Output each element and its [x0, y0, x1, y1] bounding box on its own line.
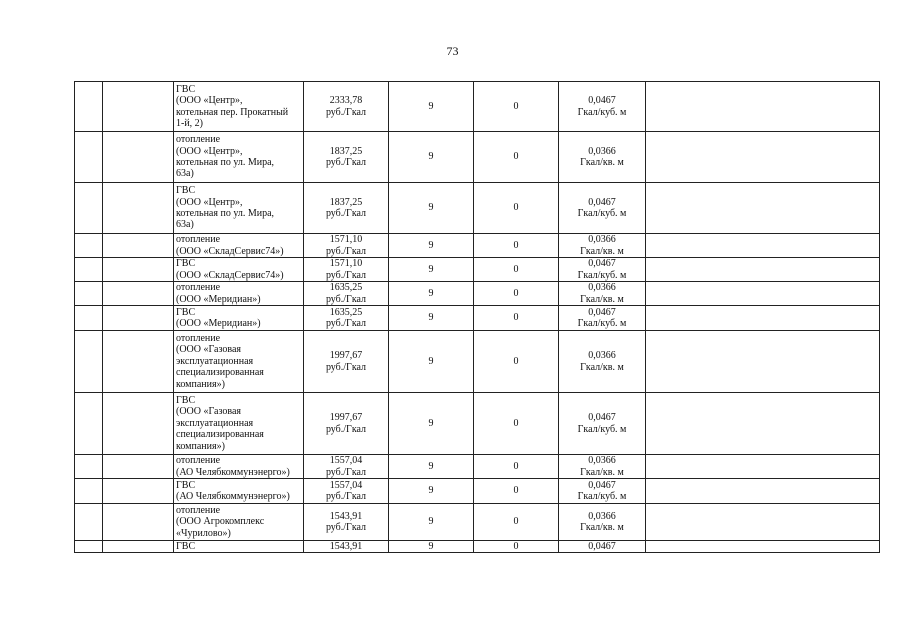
consumer-cell	[174, 132, 304, 183]
consumer-cell	[174, 331, 304, 393]
norm-cell-line: Гкал/куб. м	[577, 318, 627, 329]
tariff-cell-line: 1543,91	[329, 541, 363, 552]
number-cell	[75, 504, 103, 541]
consumer-cell	[174, 479, 304, 504]
number-cell	[75, 82, 103, 132]
consumer-cell	[174, 393, 304, 455]
number-cell	[75, 306, 103, 331]
consumer-cell-line: 63а)	[176, 219, 194, 231]
consumer-cell	[174, 258, 304, 282]
consumer-cell-line: ГВС	[176, 394, 196, 406]
tariff-cell	[304, 234, 389, 258]
tariff-cell-line: 1571,10	[329, 258, 363, 270]
tariff-cell	[304, 258, 389, 282]
settlement-cell	[103, 455, 174, 479]
value-cell-0: 0	[474, 183, 559, 234]
consumer-cell-line: отопление	[176, 455, 221, 467]
consumer-cell-line: отопление	[176, 504, 221, 516]
settlement-cell	[103, 331, 174, 393]
consumer-cell-line: (ООО «Газовая	[176, 344, 241, 356]
tariff-cell	[304, 504, 389, 541]
consumer-cell-line: эксплуатационная	[176, 417, 254, 429]
tariff-cell-line: 1557,04	[329, 455, 363, 467]
norm-cell-line: 0,0366	[588, 145, 616, 157]
norm-cell-line: Гкал/кв. м	[580, 361, 624, 373]
consumer-cell-line: ГВС	[176, 541, 196, 552]
norm-cell-line: 0,0366	[588, 350, 616, 362]
consumer-cell-line: ГВС	[176, 83, 196, 95]
value-cell-9: 9	[389, 504, 474, 541]
tariff-cell	[304, 393, 389, 455]
value-cell-0: 0	[474, 504, 559, 541]
notes-cell	[646, 455, 880, 479]
notes-cell	[646, 258, 880, 282]
value-cell-0: 0	[474, 479, 559, 504]
tariff-cell	[304, 331, 389, 393]
norm-cell	[559, 132, 646, 183]
table-row	[75, 393, 880, 455]
norm-cell-line: Гкал/кв. м	[580, 466, 624, 478]
norm-cell-line: Гкал/кв. м	[580, 245, 624, 257]
tariff-cell-line: руб./Гкал	[325, 522, 367, 533]
tariff-cell-line: 1997,67	[329, 350, 363, 362]
consumer-cell-line: котельная по ул. Мира,	[176, 157, 275, 168]
tariff-cell-line: 1837,25	[329, 145, 363, 157]
notes-cell	[646, 306, 880, 331]
settlement-cell	[103, 541, 174, 553]
norm-cell-line: Гкал/куб. м	[577, 491, 627, 502]
notes-cell	[646, 132, 880, 183]
consumer-cell	[174, 282, 304, 306]
norm-cell-line: 0,0467	[588, 479, 616, 491]
consumer-cell-line: 1-й, 2)	[176, 117, 204, 129]
norm-cell-line: Гкал/куб. м	[577, 269, 627, 281]
consumer-cell	[174, 455, 304, 479]
tariff-cell-line: 1543,91	[329, 510, 363, 522]
tariff-cell-line: руб./Гкал	[325, 293, 367, 305]
number-cell	[75, 258, 103, 282]
consumer-cell-line: специализированная	[176, 429, 264, 441]
norm-cell	[559, 183, 646, 234]
value-cell-0: 0	[474, 541, 559, 553]
tariff-cell	[304, 541, 389, 553]
norm-cell-line: Гкал/кв. м	[580, 157, 624, 168]
number-cell	[75, 183, 103, 234]
consumer-cell-line: 63а)	[176, 168, 194, 180]
notes-cell	[646, 541, 880, 553]
consumer-cell-line: отопление	[176, 134, 221, 146]
tariff-cell	[304, 183, 389, 234]
number-cell	[75, 479, 103, 504]
tariff-cell	[304, 306, 389, 331]
notes-cell	[646, 331, 880, 393]
consumer-cell-line: (ООО «СкладСервис74»)	[176, 245, 284, 257]
tariff-cell-line: руб./Гкал	[325, 157, 367, 168]
settlement-cell	[103, 306, 174, 331]
settlement-cell	[103, 82, 174, 132]
tariff-table	[74, 81, 880, 553]
table-row	[75, 258, 880, 282]
consumer-cell-line: ГВС	[176, 185, 196, 197]
notes-cell	[646, 82, 880, 132]
value-cell-9: 9	[389, 331, 474, 393]
table-row	[75, 479, 880, 504]
consumer-cell-line: специализированная	[176, 367, 264, 379]
norm-cell-line: Гкал/куб. м	[577, 106, 627, 118]
norm-cell	[559, 82, 646, 132]
consumer-cell-line: (АО Челябкоммунэнерго»)	[176, 491, 290, 502]
consumer-cell-line: отопление	[176, 234, 221, 246]
consumer-cell	[174, 541, 304, 553]
table-row	[75, 504, 880, 541]
consumer-cell-line: (ООО «СкладСервис74»)	[176, 269, 284, 281]
tariff-cell-line: руб./Гкал	[325, 245, 367, 257]
consumer-cell-line: (ООО «Меридиан»)	[176, 293, 261, 305]
table-row	[75, 306, 880, 331]
norm-cell	[559, 393, 646, 455]
notes-cell	[646, 504, 880, 541]
norm-cell-line: Гкал/кв. м	[580, 293, 624, 305]
norm-cell-line: 0,0467	[588, 306, 616, 318]
norm-cell-line: Гкал/куб. м	[577, 208, 627, 219]
consumer-cell-line: компания»)	[176, 378, 225, 390]
number-cell	[75, 541, 103, 553]
consumer-cell-line: «Чурилово»)	[176, 527, 231, 539]
value-cell-9: 9	[389, 82, 474, 132]
settlement-cell	[103, 183, 174, 234]
table-body	[75, 82, 880, 553]
value-cell-0: 0	[474, 132, 559, 183]
consumer-cell-line: (ООО «Центр»,	[176, 95, 243, 107]
norm-cell-line: 0,0366	[588, 282, 616, 294]
notes-cell	[646, 479, 880, 504]
norm-cell	[559, 306, 646, 331]
norm-cell	[559, 331, 646, 393]
consumer-cell-line: отопление	[176, 332, 221, 344]
tariff-cell-line: руб./Гкал	[325, 106, 367, 118]
settlement-cell	[103, 258, 174, 282]
tariff-cell-line: 1837,25	[329, 196, 363, 208]
consumer-cell-line: (ООО «Меридиан»)	[176, 318, 261, 329]
value-cell-9: 9	[389, 282, 474, 306]
tariff-cell	[304, 479, 389, 504]
consumer-cell-line: отопление	[176, 282, 221, 294]
tariff-cell-line: 1997,67	[329, 412, 363, 424]
consumer-cell-line: котельная по ул. Мира,	[176, 208, 275, 219]
value-cell-0: 0	[474, 258, 559, 282]
value-cell-0: 0	[474, 455, 559, 479]
table-row	[75, 183, 880, 234]
consumer-cell-line: (ООО «Центр»,	[176, 145, 243, 157]
norm-cell-line: 0,0467	[588, 196, 616, 208]
value-cell-9: 9	[389, 306, 474, 331]
tariff-cell-line: руб./Гкал	[325, 466, 367, 478]
consumer-cell	[174, 306, 304, 331]
value-cell-0: 0	[474, 393, 559, 455]
tariff-cell	[304, 282, 389, 306]
page-number: 73	[446, 44, 459, 58]
tariff-cell	[304, 455, 389, 479]
value-cell-0: 0	[474, 331, 559, 393]
consumer-cell	[174, 183, 304, 234]
consumer-cell-line: (ООО Агрокомплекс	[176, 516, 265, 528]
norm-cell	[559, 282, 646, 306]
consumer-cell-line: котельная пер. Прокатный	[176, 106, 289, 118]
norm-cell-line: 0,0467	[588, 412, 616, 424]
table-row	[75, 82, 880, 132]
table-row	[75, 234, 880, 258]
settlement-cell	[103, 132, 174, 183]
norm-cell-line: 0,0467	[588, 95, 616, 107]
consumer-cell-line: эксплуатационная	[176, 355, 254, 367]
table-row	[75, 282, 880, 306]
table-row	[75, 132, 880, 183]
table-row	[75, 455, 880, 479]
settlement-cell	[103, 282, 174, 306]
number-cell	[75, 455, 103, 479]
number-cell	[75, 393, 103, 455]
number-cell	[75, 234, 103, 258]
value-cell-0: 0	[474, 234, 559, 258]
tariff-cell-line: 2333,78	[329, 95, 363, 107]
notes-cell	[646, 282, 880, 306]
value-cell-9: 9	[389, 258, 474, 282]
notes-cell	[646, 393, 880, 455]
norm-cell	[559, 234, 646, 258]
norm-cell	[559, 504, 646, 541]
number-cell	[75, 282, 103, 306]
norm-cell	[559, 541, 646, 553]
tariff-cell-line: 1635,25	[329, 306, 363, 318]
tariff-cell-line: руб./Гкал	[325, 491, 367, 502]
consumer-cell-line: компания»)	[176, 440, 225, 452]
number-cell	[75, 132, 103, 183]
tariff-cell-line: руб./Гкал	[325, 208, 367, 219]
settlement-cell	[103, 393, 174, 455]
table-row	[75, 541, 880, 553]
consumer-cell	[174, 234, 304, 258]
settlement-cell	[103, 234, 174, 258]
norm-cell-line: 0,0366	[588, 510, 616, 522]
value-cell-9: 9	[389, 455, 474, 479]
consumer-cell-line: (ООО «Газовая	[176, 406, 241, 418]
norm-cell-line: Гкал/кв. м	[580, 522, 624, 533]
value-cell-0: 0	[474, 306, 559, 331]
norm-cell-line: 0,0467	[588, 258, 616, 270]
settlement-cell	[103, 479, 174, 504]
value-cell-9: 9	[389, 479, 474, 504]
consumer-cell-line: (АО Челябкоммунэнерго»)	[176, 466, 290, 478]
consumer-cell-line: ГВС	[176, 258, 196, 270]
value-cell-0: 0	[474, 282, 559, 306]
norm-cell	[559, 258, 646, 282]
settlement-cell	[103, 504, 174, 541]
norm-cell-line: 0,0366	[588, 455, 616, 467]
tariff-cell	[304, 82, 389, 132]
consumer-cell	[174, 82, 304, 132]
norm-cell	[559, 455, 646, 479]
value-cell-0: 0	[474, 82, 559, 132]
value-cell-9: 9	[389, 234, 474, 258]
number-cell	[75, 331, 103, 393]
consumer-cell-line: ГВС	[176, 479, 196, 491]
value-cell-9: 9	[389, 132, 474, 183]
table-row	[75, 331, 880, 393]
tariff-cell-line: 1557,04	[329, 479, 363, 491]
tariff-cell-line: 1571,10	[329, 234, 363, 246]
tariff-cell-line: руб./Гкал	[325, 361, 367, 373]
notes-cell	[646, 234, 880, 258]
value-cell-9: 9	[389, 183, 474, 234]
consumer-cell-line: ГВС	[176, 306, 196, 318]
tariff-cell-line: 1635,25	[329, 282, 363, 294]
tariff-cell	[304, 132, 389, 183]
consumer-cell	[174, 504, 304, 541]
norm-cell-line: Гкал/куб. м	[577, 423, 627, 435]
value-cell-9: 9	[389, 393, 474, 455]
tariff-cell-line: руб./Гкал	[325, 318, 367, 329]
norm-cell-line: 0,0366	[588, 234, 616, 246]
consumer-cell-line: (ООО «Центр»,	[176, 196, 243, 208]
notes-cell	[646, 183, 880, 234]
tariff-cell-line: руб./Гкал	[325, 269, 367, 281]
tariff-cell-line: руб./Гкал	[325, 423, 367, 435]
norm-cell	[559, 479, 646, 504]
value-cell-9: 9	[389, 541, 474, 553]
norm-cell-line: 0,0467	[588, 541, 616, 552]
